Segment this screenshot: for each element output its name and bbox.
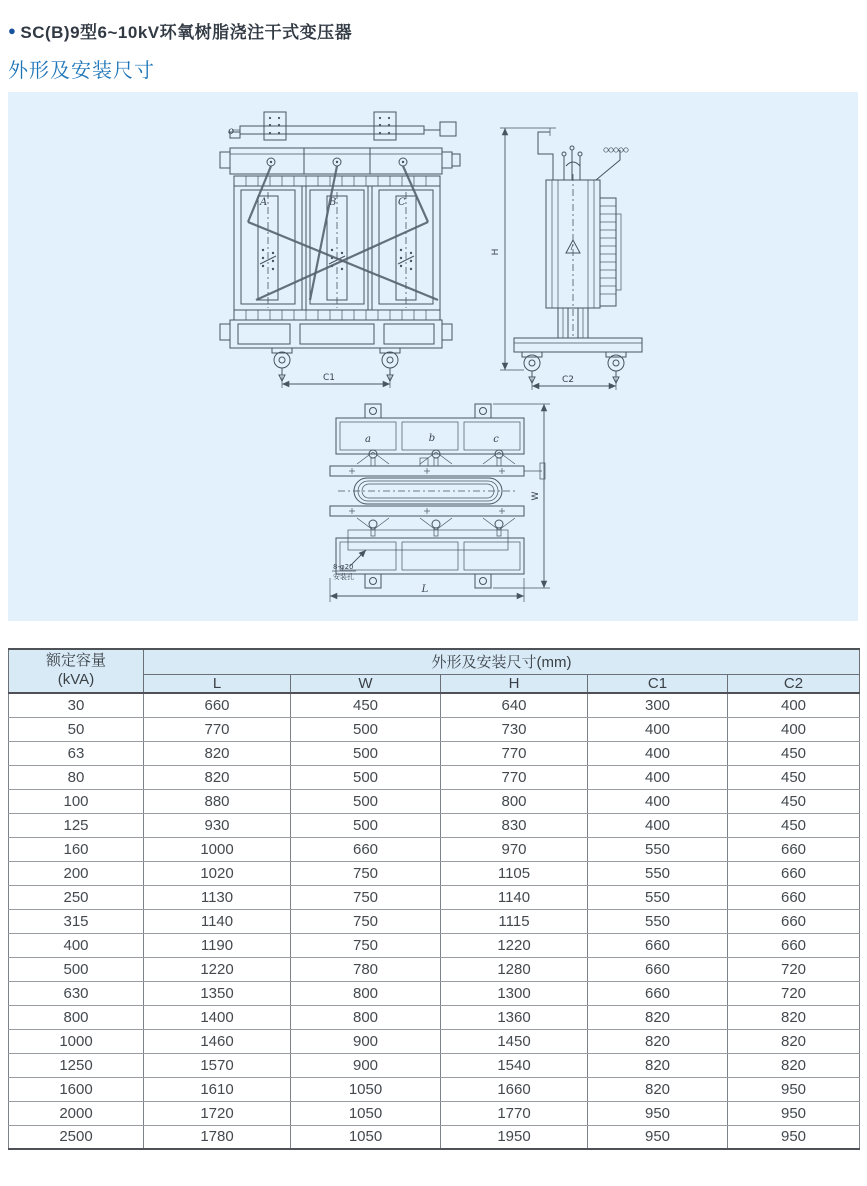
dimension-table-section bbox=[8, 648, 859, 1150]
dimension-cell: 780 bbox=[291, 957, 441, 981]
capacity-cell: 250 bbox=[9, 885, 144, 909]
dimension-cell: 900 bbox=[291, 1029, 441, 1053]
dimension-cell: 550 bbox=[588, 909, 728, 933]
lv-a-label: a bbox=[365, 434, 371, 445]
phase-a-label: A bbox=[260, 197, 268, 208]
phase-c-winding bbox=[379, 190, 433, 308]
dimension-cell: 1140 bbox=[441, 885, 588, 909]
section-title: 外形及安装尺寸 bbox=[8, 60, 155, 82]
dimension-cell: 660 bbox=[588, 957, 728, 981]
dimension-cell: 820 bbox=[144, 741, 291, 765]
capacity-cell: 630 bbox=[9, 981, 144, 1005]
dimension-cell: 500 bbox=[291, 789, 441, 813]
capacity-header-line1: 额定容量 bbox=[45, 652, 106, 670]
mounting-holes-note bbox=[332, 550, 366, 581]
dimension-cell: 1115 bbox=[441, 909, 588, 933]
dimension-cell: 950 bbox=[588, 1125, 728, 1149]
dimension-cell: 660 bbox=[728, 861, 860, 885]
dimension-cell: 550 bbox=[588, 885, 728, 909]
dimension-cell: 1190 bbox=[144, 933, 291, 957]
dimension-cell: 900 bbox=[291, 1053, 441, 1077]
bullet-icon: ● bbox=[8, 23, 17, 38]
dimension-cell: 950 bbox=[728, 1101, 860, 1125]
dim-c1 bbox=[282, 373, 390, 388]
dimension-cell: 640 bbox=[441, 693, 588, 717]
transformer-outline-drawing bbox=[8, 92, 858, 621]
table-row bbox=[9, 693, 860, 717]
dimension-cell: 450 bbox=[291, 693, 441, 717]
arrester-coil bbox=[604, 148, 628, 152]
top-tick-row bbox=[246, 176, 426, 186]
capacity-cell: 500 bbox=[9, 957, 144, 981]
front-marker-label: o bbox=[228, 126, 235, 137]
dimension-cell: 720 bbox=[728, 981, 860, 1005]
dimension-cell: 400 bbox=[588, 741, 728, 765]
table-row bbox=[9, 813, 860, 837]
dimension-table-body bbox=[9, 693, 860, 1149]
table-row bbox=[9, 789, 860, 813]
front-wheels bbox=[272, 348, 400, 381]
dimension-cell: 1220 bbox=[144, 957, 291, 981]
dim-h-label: H bbox=[491, 248, 501, 256]
dimension-cell: 450 bbox=[728, 789, 860, 813]
dimension-cell: 770 bbox=[441, 765, 588, 789]
dimension-cell: 500 bbox=[291, 813, 441, 837]
capacity-cell: 100 bbox=[9, 789, 144, 813]
table-row bbox=[9, 861, 860, 885]
table-row bbox=[9, 741, 860, 765]
dimension-cell: 400 bbox=[588, 789, 728, 813]
dimension-cell: 1570 bbox=[144, 1053, 291, 1077]
dimension-cell: 820 bbox=[588, 1029, 728, 1053]
dimension-cell: 550 bbox=[588, 861, 728, 885]
table-row bbox=[9, 981, 860, 1005]
dimension-cell: 300 bbox=[588, 693, 728, 717]
col-header-c2: C2 bbox=[728, 674, 860, 693]
dim-c2 bbox=[532, 375, 616, 390]
dimension-cell: 400 bbox=[728, 693, 860, 717]
dim-l-label: L bbox=[421, 584, 429, 595]
dimension-cell: 1130 bbox=[144, 885, 291, 909]
capacity-cell: 1250 bbox=[9, 1053, 144, 1077]
dimension-cell: 1020 bbox=[144, 861, 291, 885]
dimension-cell: 1450 bbox=[441, 1029, 588, 1053]
capacity-cell: 2000 bbox=[9, 1101, 144, 1125]
dimension-cell: 950 bbox=[728, 1125, 860, 1149]
table-row bbox=[9, 1125, 860, 1149]
table-row bbox=[9, 1053, 860, 1077]
dimension-cell: 950 bbox=[728, 1077, 860, 1101]
dimension-cell: 800 bbox=[441, 789, 588, 813]
page-title-text: SC(B)9型6~10kV环氧树脂浇注干式变压器 bbox=[20, 23, 353, 42]
dimension-cell: 550 bbox=[588, 837, 728, 861]
dimension-cell: 820 bbox=[588, 1077, 728, 1101]
dimension-cell: 820 bbox=[728, 1029, 860, 1053]
capacity-cell: 125 bbox=[9, 813, 144, 837]
dimension-cell: 660 bbox=[728, 837, 860, 861]
dimension-cell: 800 bbox=[291, 1005, 441, 1029]
dimension-cell: 400 bbox=[588, 765, 728, 789]
bottom-tick-row bbox=[246, 310, 426, 320]
top-view bbox=[330, 404, 550, 602]
dimension-cell: 720 bbox=[728, 957, 860, 981]
phase-b-label: B bbox=[329, 197, 337, 208]
lower-insulators bbox=[357, 518, 515, 536]
dimension-cell: 450 bbox=[728, 741, 860, 765]
col-header-c1: C1 bbox=[588, 674, 728, 693]
phase-b-winding bbox=[310, 190, 364, 308]
table-row bbox=[9, 1005, 860, 1029]
capacity-cell: 50 bbox=[9, 717, 144, 741]
dimension-cell: 1360 bbox=[441, 1005, 588, 1029]
table-row bbox=[9, 957, 860, 981]
dimension-cell: 660 bbox=[728, 933, 860, 957]
group-header: 外形及安装尺寸(mm) bbox=[144, 649, 860, 674]
capacity-cell: 400 bbox=[9, 933, 144, 957]
dim-c1-label: C1 bbox=[322, 373, 336, 383]
dimension-cell: 750 bbox=[291, 933, 441, 957]
dimension-cell: 880 bbox=[144, 789, 291, 813]
upper-insulators bbox=[357, 450, 515, 466]
dimension-cell: 820 bbox=[588, 1053, 728, 1077]
dimension-cell: 660 bbox=[728, 909, 860, 933]
rail-cross-marks bbox=[349, 508, 505, 514]
lv-b-label: b bbox=[428, 433, 436, 444]
front-view bbox=[220, 112, 460, 388]
capacity-cell: 200 bbox=[9, 861, 144, 885]
dimension-cell: 730 bbox=[441, 717, 588, 741]
capacity-cell: 80 bbox=[9, 765, 144, 789]
col-header-w: W bbox=[291, 674, 441, 693]
dimension-cell: 1140 bbox=[144, 909, 291, 933]
capacity-header bbox=[9, 649, 144, 693]
dimension-cell: 1050 bbox=[291, 1125, 441, 1149]
cooling-fins bbox=[600, 198, 621, 306]
dimension-cell: 1610 bbox=[144, 1077, 291, 1101]
dimension-cell: 1460 bbox=[144, 1029, 291, 1053]
dimension-cell: 450 bbox=[728, 813, 860, 837]
dim-l bbox=[330, 578, 524, 602]
dimension-cell: 1300 bbox=[441, 981, 588, 1005]
table-row bbox=[9, 717, 860, 741]
phase-a-winding bbox=[241, 190, 295, 308]
dimension-cell: 770 bbox=[441, 741, 588, 765]
col-header-l: L bbox=[144, 674, 291, 693]
dimension-cell: 500 bbox=[291, 741, 441, 765]
dimension-cell: 450 bbox=[728, 765, 860, 789]
dim-c2-label: C2 bbox=[561, 375, 575, 385]
dimension-cell: 750 bbox=[291, 909, 441, 933]
diagram-panel bbox=[8, 92, 858, 621]
dimension-cell: 500 bbox=[291, 717, 441, 741]
table-row bbox=[9, 1077, 860, 1101]
dimension-cell: 660 bbox=[291, 837, 441, 861]
dimension-cell: 660 bbox=[588, 981, 728, 1005]
dim-w-label: W bbox=[531, 491, 541, 501]
dimension-cell: 400 bbox=[728, 717, 860, 741]
dimension-cell: 820 bbox=[728, 1053, 860, 1077]
dimension-cell: 800 bbox=[291, 981, 441, 1005]
lv-c-label: c bbox=[493, 434, 499, 445]
capacity-header-line2: (kVA) bbox=[57, 671, 95, 688]
holes-note-line2: 安装孔 bbox=[333, 573, 354, 581]
table-row bbox=[9, 909, 860, 933]
dimension-cell: 930 bbox=[144, 813, 291, 837]
dimension-cell: 750 bbox=[291, 861, 441, 885]
core-oval bbox=[338, 478, 518, 504]
col-header-h: H bbox=[441, 674, 588, 693]
dimension-cell: 970 bbox=[441, 837, 588, 861]
rail-cross-marks bbox=[349, 468, 505, 474]
dimension-cell: 1720 bbox=[144, 1101, 291, 1125]
dimension-cell: 1540 bbox=[441, 1053, 588, 1077]
capacity-cell: 30 bbox=[9, 693, 144, 717]
dimension-cell: 1780 bbox=[144, 1125, 291, 1149]
dimension-cell: 820 bbox=[588, 1005, 728, 1029]
dimension-cell: 660 bbox=[144, 693, 291, 717]
dimension-cell: 1950 bbox=[441, 1125, 588, 1149]
dimension-cell: 1220 bbox=[441, 933, 588, 957]
dimension-cell: 660 bbox=[588, 933, 728, 957]
holes-note-line1: 8-φ20 bbox=[333, 563, 354, 571]
capacity-cell: 800 bbox=[9, 1005, 144, 1029]
table-row bbox=[9, 1029, 860, 1053]
dimension-cell: 1660 bbox=[441, 1077, 588, 1101]
dimension-cell: 1770 bbox=[441, 1101, 588, 1125]
dimension-cell: 1105 bbox=[441, 861, 588, 885]
phase-c-label: C bbox=[398, 197, 406, 208]
table-row bbox=[9, 885, 860, 909]
capacity-cell: 315 bbox=[9, 909, 144, 933]
dimension-cell: 1280 bbox=[441, 957, 588, 981]
table-row bbox=[9, 1101, 860, 1125]
dimension-cell: 1050 bbox=[291, 1077, 441, 1101]
dimension-cell: 400 bbox=[588, 717, 728, 741]
page-title bbox=[8, 18, 352, 43]
dimension-cell: 830 bbox=[441, 813, 588, 837]
table-header bbox=[9, 649, 860, 693]
dimension-cell: 950 bbox=[588, 1101, 728, 1125]
capacity-cell: 2500 bbox=[9, 1125, 144, 1149]
dimension-cell: 1400 bbox=[144, 1005, 291, 1029]
capacity-cell: 63 bbox=[9, 741, 144, 765]
dimension-cell: 1000 bbox=[144, 837, 291, 861]
side-view bbox=[491, 128, 642, 390]
dimension-cell: 770 bbox=[144, 717, 291, 741]
dimension-cell: 660 bbox=[728, 885, 860, 909]
dimension-cell: 1050 bbox=[291, 1101, 441, 1125]
dimension-table bbox=[8, 648, 860, 1150]
dimension-cell: 1350 bbox=[144, 981, 291, 1005]
table-row bbox=[9, 765, 860, 789]
table-row bbox=[9, 837, 860, 861]
dimension-cell: 500 bbox=[291, 765, 441, 789]
dimension-cell: 820 bbox=[728, 1005, 860, 1029]
dimension-cell: 750 bbox=[291, 885, 441, 909]
capacity-cell: 1000 bbox=[9, 1029, 144, 1053]
dimension-cell: 400 bbox=[588, 813, 728, 837]
table-row bbox=[9, 933, 860, 957]
dimension-cell: 820 bbox=[144, 765, 291, 789]
capacity-cell: 160 bbox=[9, 837, 144, 861]
capacity-cell: 1600 bbox=[9, 1077, 144, 1101]
